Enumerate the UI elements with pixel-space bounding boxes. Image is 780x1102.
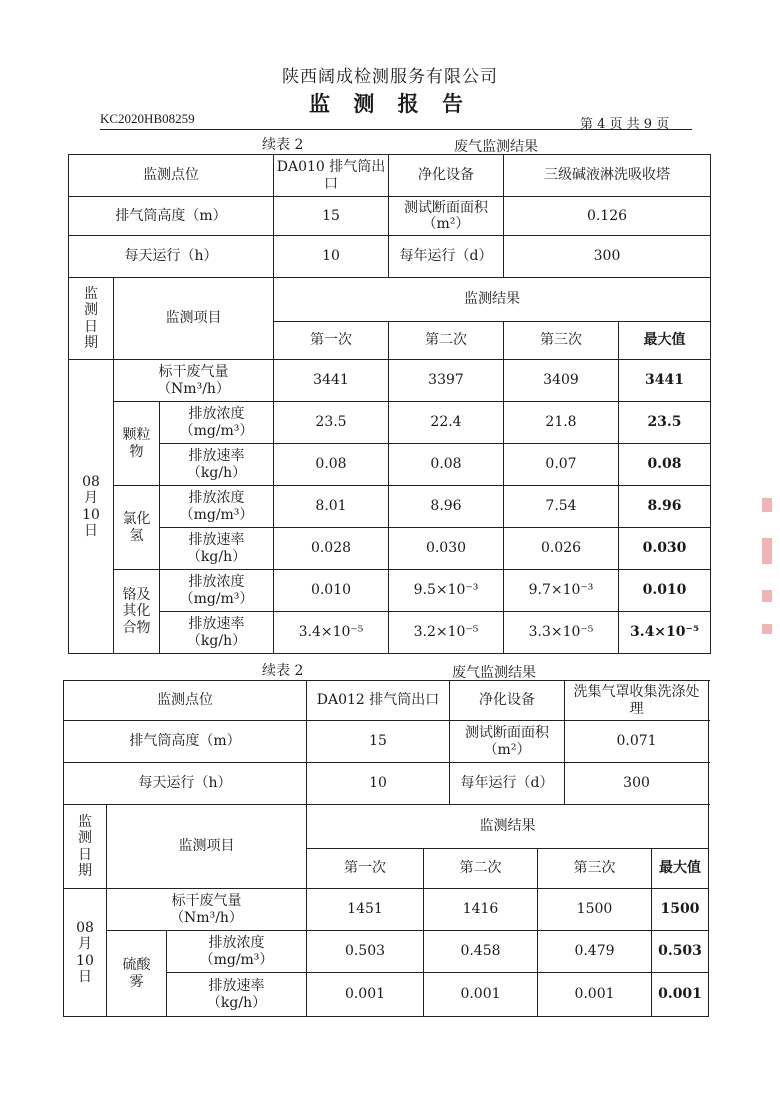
row-label: 排放速率 (188, 448, 245, 465)
area-value: 0.126 (504, 197, 711, 236)
col-header-1: 第一次 (307, 849, 424, 889)
row-label: 排放浓度 (188, 490, 245, 507)
flow-unit: （Nm³/h） (157, 380, 230, 397)
value-max: 0.001 (652, 973, 709, 1017)
value-1: 0.010 (274, 570, 389, 612)
item-header: 监测项目 (107, 805, 307, 889)
row-label-cell (160, 402, 274, 444)
equip-value: 三级碱液淋洗吸收塔 (504, 155, 711, 197)
page-info: 第 4 页 共 9 页 (580, 117, 670, 132)
value-2: 0.08 (389, 444, 504, 486)
date-header (64, 805, 107, 889)
value-1: 0.503 (307, 931, 424, 973)
value-max: 0.010 (619, 570, 711, 612)
value-1: 0.001 (307, 973, 424, 1017)
value-3: 0.001 (538, 973, 652, 1017)
section-title: 废气监测结果 (452, 665, 536, 681)
flow-value-1: 3441 (274, 360, 389, 402)
point-label: 监测点位 (64, 681, 307, 721)
row-unit: （mg/m³） (179, 506, 254, 523)
height-label: 排气筒高度（m） (69, 197, 274, 236)
row-label: 排放浓度 (188, 574, 245, 591)
row-label-cell (160, 444, 274, 486)
value-3: 0.07 (504, 444, 619, 486)
stamp-mark (762, 498, 772, 512)
company-name: 陕西阔成检测服务有限公司 (282, 67, 498, 87)
flow-value-3: 1500 (538, 889, 652, 931)
result-header-row (69, 278, 711, 322)
runtime-row (69, 236, 711, 278)
pollutant-name-text: 氯化氢 (122, 511, 151, 544)
row-label-cell (167, 973, 307, 1017)
row-label-cell (167, 931, 307, 973)
date-header (69, 278, 114, 360)
monitoring-table-2-results (63, 804, 709, 1017)
value-2: 0.001 (424, 973, 538, 1017)
value-1: 3.4×10⁻⁵ (274, 612, 389, 654)
daily-value: 10 (274, 236, 389, 278)
date-cell (64, 889, 107, 1017)
continued-label: 续表 2 (262, 137, 304, 153)
value-max: 0.503 (652, 931, 709, 973)
flow-label-cell (114, 360, 274, 402)
row-label-cell (160, 570, 274, 612)
row-unit: （mg/m³） (199, 951, 274, 968)
row-label-cell (160, 528, 274, 570)
area-value: 0.071 (565, 721, 709, 763)
row-unit: （kg/h） (186, 548, 247, 565)
table-row (69, 570, 711, 612)
daily-label: 每天运行（h） (64, 763, 307, 805)
date-header-text: 监测日期 (78, 814, 92, 879)
equip-label: 净化设备 (450, 681, 565, 721)
stamp-mark (762, 590, 772, 602)
equip-value: 洗集气罩收集洗涤处理 (565, 681, 709, 721)
annual-value: 300 (565, 763, 709, 805)
flow-label-cell (107, 889, 307, 931)
row-label-cell (160, 486, 274, 528)
height-row (64, 721, 709, 763)
value-max: 3.4×10⁻⁵ (619, 612, 711, 654)
col-header-3: 第三次 (504, 322, 619, 360)
row-label: 排放浓度 (208, 935, 265, 952)
runtime-row (64, 763, 709, 805)
flow-unit: （Nm³/h） (170, 909, 243, 926)
col-header-1: 第一次 (274, 322, 389, 360)
flow-label: 标干废气量 (171, 893, 242, 910)
area-label: 测试断面面积（m²） (389, 197, 504, 236)
header-rule (100, 129, 692, 130)
flow-value-2: 3397 (389, 360, 504, 402)
height-value: 15 (307, 721, 450, 763)
point-value: DA010 排气筒出口 (274, 155, 389, 197)
row-label: 排放速率 (188, 616, 245, 633)
table-row (69, 486, 711, 528)
date-header-text: 监测日期 (84, 286, 98, 351)
pollutant-name-text: 颗粒物 (122, 427, 151, 460)
pollutant-name-text: 硫酸雾 (122, 957, 151, 990)
value-max: 23.5 (619, 402, 711, 444)
stamp-mark (762, 624, 772, 634)
value-1: 0.028 (274, 528, 389, 570)
value-max: 8.96 (619, 486, 711, 528)
pollutant-name-text: 铬及其化合物 (122, 587, 151, 636)
value-2: 22.4 (389, 402, 504, 444)
annual-value: 300 (504, 236, 711, 278)
pollutant-name (114, 486, 160, 570)
result-header: 监测结果 (274, 278, 711, 322)
col-header-2: 第二次 (389, 322, 504, 360)
flow-label: 标干废气量 (158, 364, 229, 381)
table-row (69, 528, 711, 570)
point-label: 监测点位 (69, 155, 274, 197)
col-header-max: 最大值 (652, 849, 709, 889)
col-header-max: 最大值 (619, 322, 711, 360)
value-1: 8.01 (274, 486, 389, 528)
value-2: 0.458 (424, 931, 538, 973)
equip-label: 净化设备 (389, 155, 504, 197)
value-3: 0.026 (504, 528, 619, 570)
annual-label: 每年运行（d） (450, 763, 565, 805)
height-value: 15 (274, 197, 389, 236)
value-2: 8.96 (389, 486, 504, 528)
value-1: 0.08 (274, 444, 389, 486)
date-text: 08月10日 (82, 474, 100, 539)
value-3: 7.54 (504, 486, 619, 528)
value-2: 3.2×10⁻⁵ (389, 612, 504, 654)
pollutant-name (114, 402, 160, 486)
row-label-cell (160, 612, 274, 654)
pollutant-name (107, 931, 167, 1017)
value-1: 23.5 (274, 402, 389, 444)
row-unit: （mg/m³） (179, 590, 254, 607)
height-row (69, 197, 711, 236)
row-unit: （kg/h） (186, 464, 247, 481)
table-row (69, 444, 711, 486)
daily-label: 每天运行（h） (69, 236, 274, 278)
row-unit: （kg/h） (206, 994, 267, 1011)
annual-label: 每年运行（d） (389, 236, 504, 278)
item-header: 监测项目 (114, 278, 274, 360)
value-3: 3.3×10⁻⁵ (504, 612, 619, 654)
section-title: 废气监测结果 (454, 139, 538, 155)
flow-value-max: 3441 (619, 360, 711, 402)
flow-value-3: 3409 (504, 360, 619, 402)
row-unit: （kg/h） (186, 632, 247, 649)
value-2: 0.030 (389, 528, 504, 570)
date-text: 08月10日 (76, 920, 94, 985)
monitoring-table-2 (63, 680, 709, 805)
flow-row (69, 360, 711, 402)
value-2: 9.5×10⁻³ (389, 570, 504, 612)
result-header: 监测结果 (307, 805, 709, 849)
area-label: 测试断面面积（m²） (450, 721, 565, 763)
stamp-mark (762, 538, 772, 564)
pollutant-name (114, 570, 160, 654)
point-value: DA012 排气筒出口 (307, 681, 450, 721)
row-label: 排放速率 (188, 532, 245, 549)
daily-value: 10 (307, 763, 450, 805)
value-3: 21.8 (504, 402, 619, 444)
value-max: 0.08 (619, 444, 711, 486)
flow-value-1: 1451 (307, 889, 424, 931)
document-number: KC2020HB08259 (100, 111, 195, 126)
flow-value-2: 1416 (424, 889, 538, 931)
flow-row (64, 889, 709, 931)
report-title: 监 测 报 告 (309, 91, 471, 116)
continued-label: 续表 2 (262, 663, 304, 679)
date-cell (69, 360, 114, 654)
value-3: 0.479 (538, 931, 652, 973)
flow-value-max: 1500 (652, 889, 709, 931)
row-label: 排放浓度 (188, 406, 245, 423)
point-row (64, 681, 709, 721)
row-unit: （mg/m³） (179, 422, 254, 439)
value-3: 9.7×10⁻³ (504, 570, 619, 612)
col-header-2: 第二次 (424, 849, 538, 889)
table-row (69, 402, 711, 444)
col-header-3: 第三次 (538, 849, 652, 889)
row-label: 排放速率 (208, 978, 265, 995)
height-label: 排气筒高度（m） (64, 721, 307, 763)
table-row (64, 931, 709, 973)
point-row (69, 155, 711, 197)
table-row (69, 612, 711, 654)
result-header-row (64, 805, 709, 849)
monitoring-table-1 (68, 154, 711, 654)
value-max: 0.030 (619, 528, 711, 570)
